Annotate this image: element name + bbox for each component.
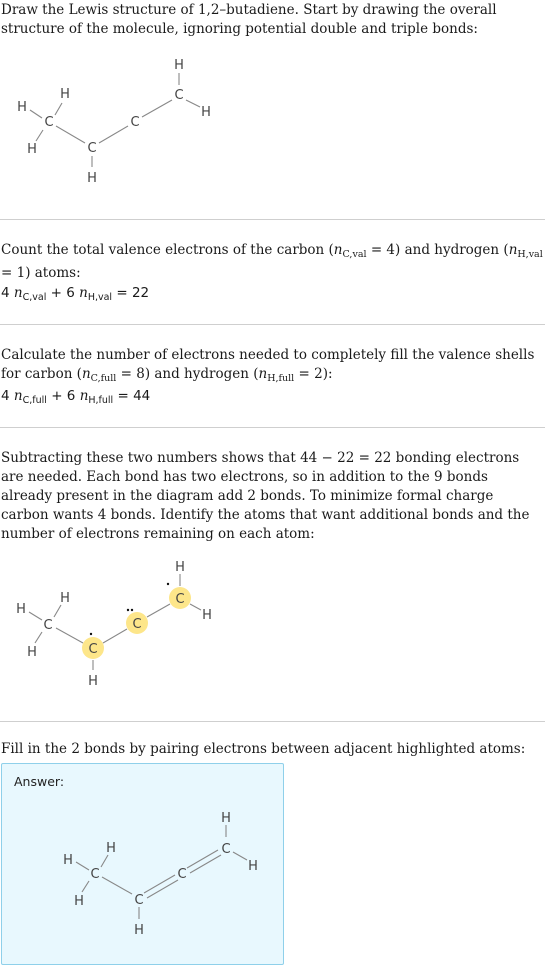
atom-label: H (106, 841, 116, 856)
bond-c2-c3 (103, 629, 127, 643)
bond-c1-c2 (56, 126, 85, 143)
atom-label: C (87, 141, 97, 156)
electron-dot (167, 583, 169, 585)
atom-label: H (63, 853, 73, 868)
atom-label: C (175, 592, 185, 607)
atom-label: H (87, 171, 97, 186)
bond-c4-h-right (190, 604, 201, 610)
atom-label: H (175, 560, 185, 575)
atom-label: C (130, 115, 140, 130)
skeleton-structure-diagram (0, 0, 545, 200)
atom-label: H (27, 142, 37, 157)
bond-c3-c4 (147, 604, 170, 617)
atom-label: C (221, 842, 231, 857)
highlighted-structure-diagram (0, 540, 545, 710)
electron-dot (90, 633, 92, 635)
electron-dot (127, 609, 129, 611)
bond-c2-c3 (99, 126, 128, 143)
atom-label: H (134, 923, 144, 938)
bond-c1-h-bottom (35, 632, 42, 643)
bond-c1-h-top (55, 103, 62, 115)
final-atoms (63, 811, 258, 938)
atom-label: C (43, 618, 53, 633)
section-divider (0, 324, 545, 325)
answer-label: Answer: (14, 774, 65, 789)
atom-label: H (74, 894, 84, 909)
atom-label: H (201, 105, 211, 120)
atom-label: C (88, 642, 98, 657)
step2-text: Count the total valence electrons of the carbon $(n_{C,val} = 4)$ and hydrogen $(n_{H,val} = 1)$ atoms: (1, 242, 543, 281)
atom-label: H (60, 591, 70, 606)
full-shell-equation: 4 $n_{C,full} + 6$ $n_{H,full} = 44$ (1, 388, 151, 406)
bond-c1-c2 (102, 877, 132, 894)
atom-label: C (174, 88, 184, 103)
step4-text: Subtracting these two numbers shows that 44 − 22 = 22 bonding electrons are needed. Each bond has two electrons, so in addition to the 9 bonds already present in the diagram add 2 bonds. To minimize formal charge carbon wants 4 bonds. Identify the atoms that want additional bonds and the number of electrons remaining on each atom: (1, 450, 530, 542)
atom-label: C (132, 617, 142, 632)
atom-label: H (202, 608, 212, 623)
bond-c1-h-left (76, 862, 89, 870)
atom-label: C (44, 115, 54, 130)
section-divider (0, 219, 545, 220)
highlight-atoms (16, 560, 212, 689)
atom-label: H (221, 811, 231, 826)
atom-label: H (88, 674, 98, 689)
step3-text: Calculate the number of electrons needed to completely fill the valence shells for carbon $(n_{C,full} = 8)$ and hydrogen $(n_{H,full} = 2)$: (1, 347, 535, 384)
bond-c1-h-left (30, 110, 42, 118)
atom-label: H (248, 859, 258, 874)
step5-text: Fill in the 2 bonds by pairing electrons between adjacent highlighted atoms: (1, 741, 526, 757)
bond-c1-h-top (54, 605, 61, 617)
skeleton-atoms (17, 58, 211, 186)
section-divider (0, 427, 545, 428)
answer-box (1, 763, 284, 965)
electron-dot (131, 609, 133, 611)
bond-c1-h-left (29, 612, 42, 620)
bond-c4-h-right (233, 852, 247, 860)
bond-c3-c4 (142, 100, 172, 117)
atom-label: C (90, 867, 100, 882)
bond-c1-h-bottom (82, 881, 89, 892)
atom-label: H (174, 58, 184, 73)
valence-electron-equation: 4 $n_{C,val} + 6$ $n_{H,val} = 22$ (1, 285, 150, 303)
bond-c1-h-top (101, 855, 108, 867)
bond-c4-h-right (186, 100, 200, 107)
atom-label: C (177, 867, 187, 882)
atom-label: C (134, 893, 144, 908)
atom-label: H (17, 100, 27, 115)
bond-c1-c2 (56, 628, 83, 643)
atom-label: H (27, 645, 37, 660)
final-structure-diagram (2, 764, 285, 966)
section-divider (0, 721, 545, 722)
final-bonds (76, 825, 247, 919)
atom-label: H (16, 602, 26, 617)
atom-label: H (60, 87, 70, 102)
bond-c1-h-bottom (36, 130, 43, 141)
step1-text: Draw the Lewis structure of 1,2–butadiene. Start by drawing the overall structure of the molecule, ignoring potential double and triple bonds: (1, 2, 497, 37)
